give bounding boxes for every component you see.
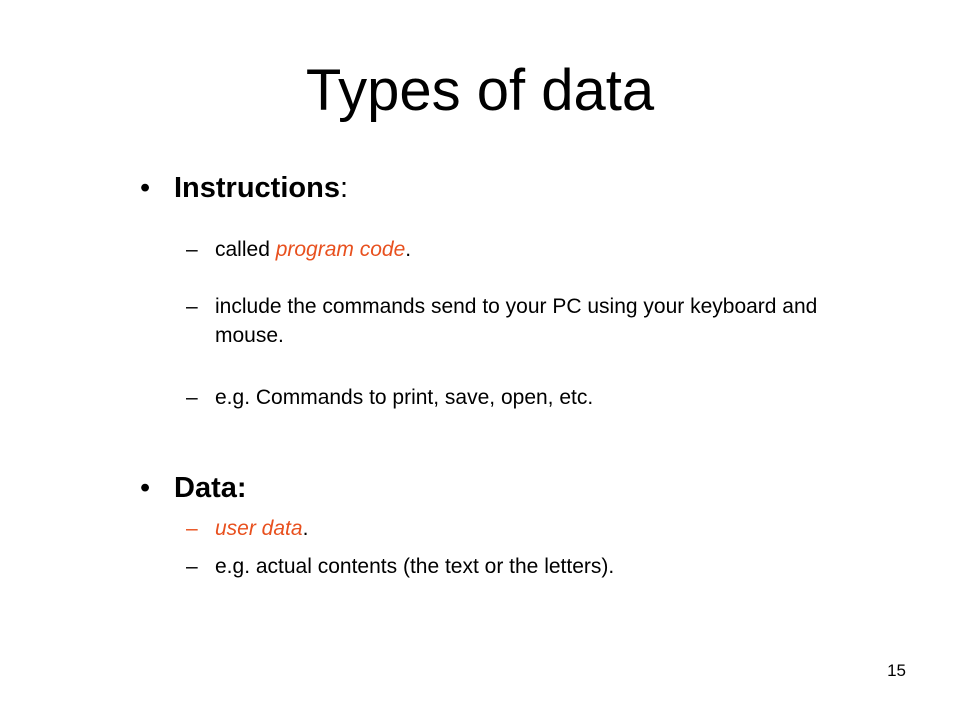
dash-icon: – (186, 386, 198, 409)
sub-item-suffix: . (405, 238, 412, 261)
highlight-term: program code (275, 238, 406, 261)
sub-item-text (215, 514, 846, 543)
sub-item-text (215, 235, 846, 264)
page-number: 15 (887, 661, 906, 680)
sub-item-program-code (186, 235, 846, 264)
bullet-icon: • (140, 172, 151, 204)
sub-item-text: include the commands send to your PC using your keyboard and mouse. (215, 295, 818, 347)
heading-text: Instructions (174, 172, 340, 204)
slide-title: Types of data (305, 58, 655, 123)
sub-item-prefix: called (215, 238, 276, 261)
sub-item-example-commands (186, 383, 846, 412)
sub-item-user-data (186, 514, 846, 543)
heading-colon: : (339, 172, 349, 204)
dash-icon: – (186, 295, 198, 318)
bullet-icon: • (140, 472, 151, 504)
sub-item-text: e.g. actual contents (the text or the letters). (215, 555, 615, 578)
sub-item-example-contents (186, 552, 846, 581)
sub-item-suffix: . (302, 517, 309, 540)
highlight-term: user data (215, 517, 303, 540)
sub-item-text: e.g. Commands to print, save, open, etc. (215, 386, 594, 409)
dash-icon: – (186, 238, 198, 261)
bullet-heading (174, 170, 348, 206)
dash-icon: – (186, 517, 198, 540)
bullet-heading: Data: (174, 472, 247, 504)
dash-icon: – (186, 555, 198, 578)
sub-item-commands (186, 292, 846, 350)
